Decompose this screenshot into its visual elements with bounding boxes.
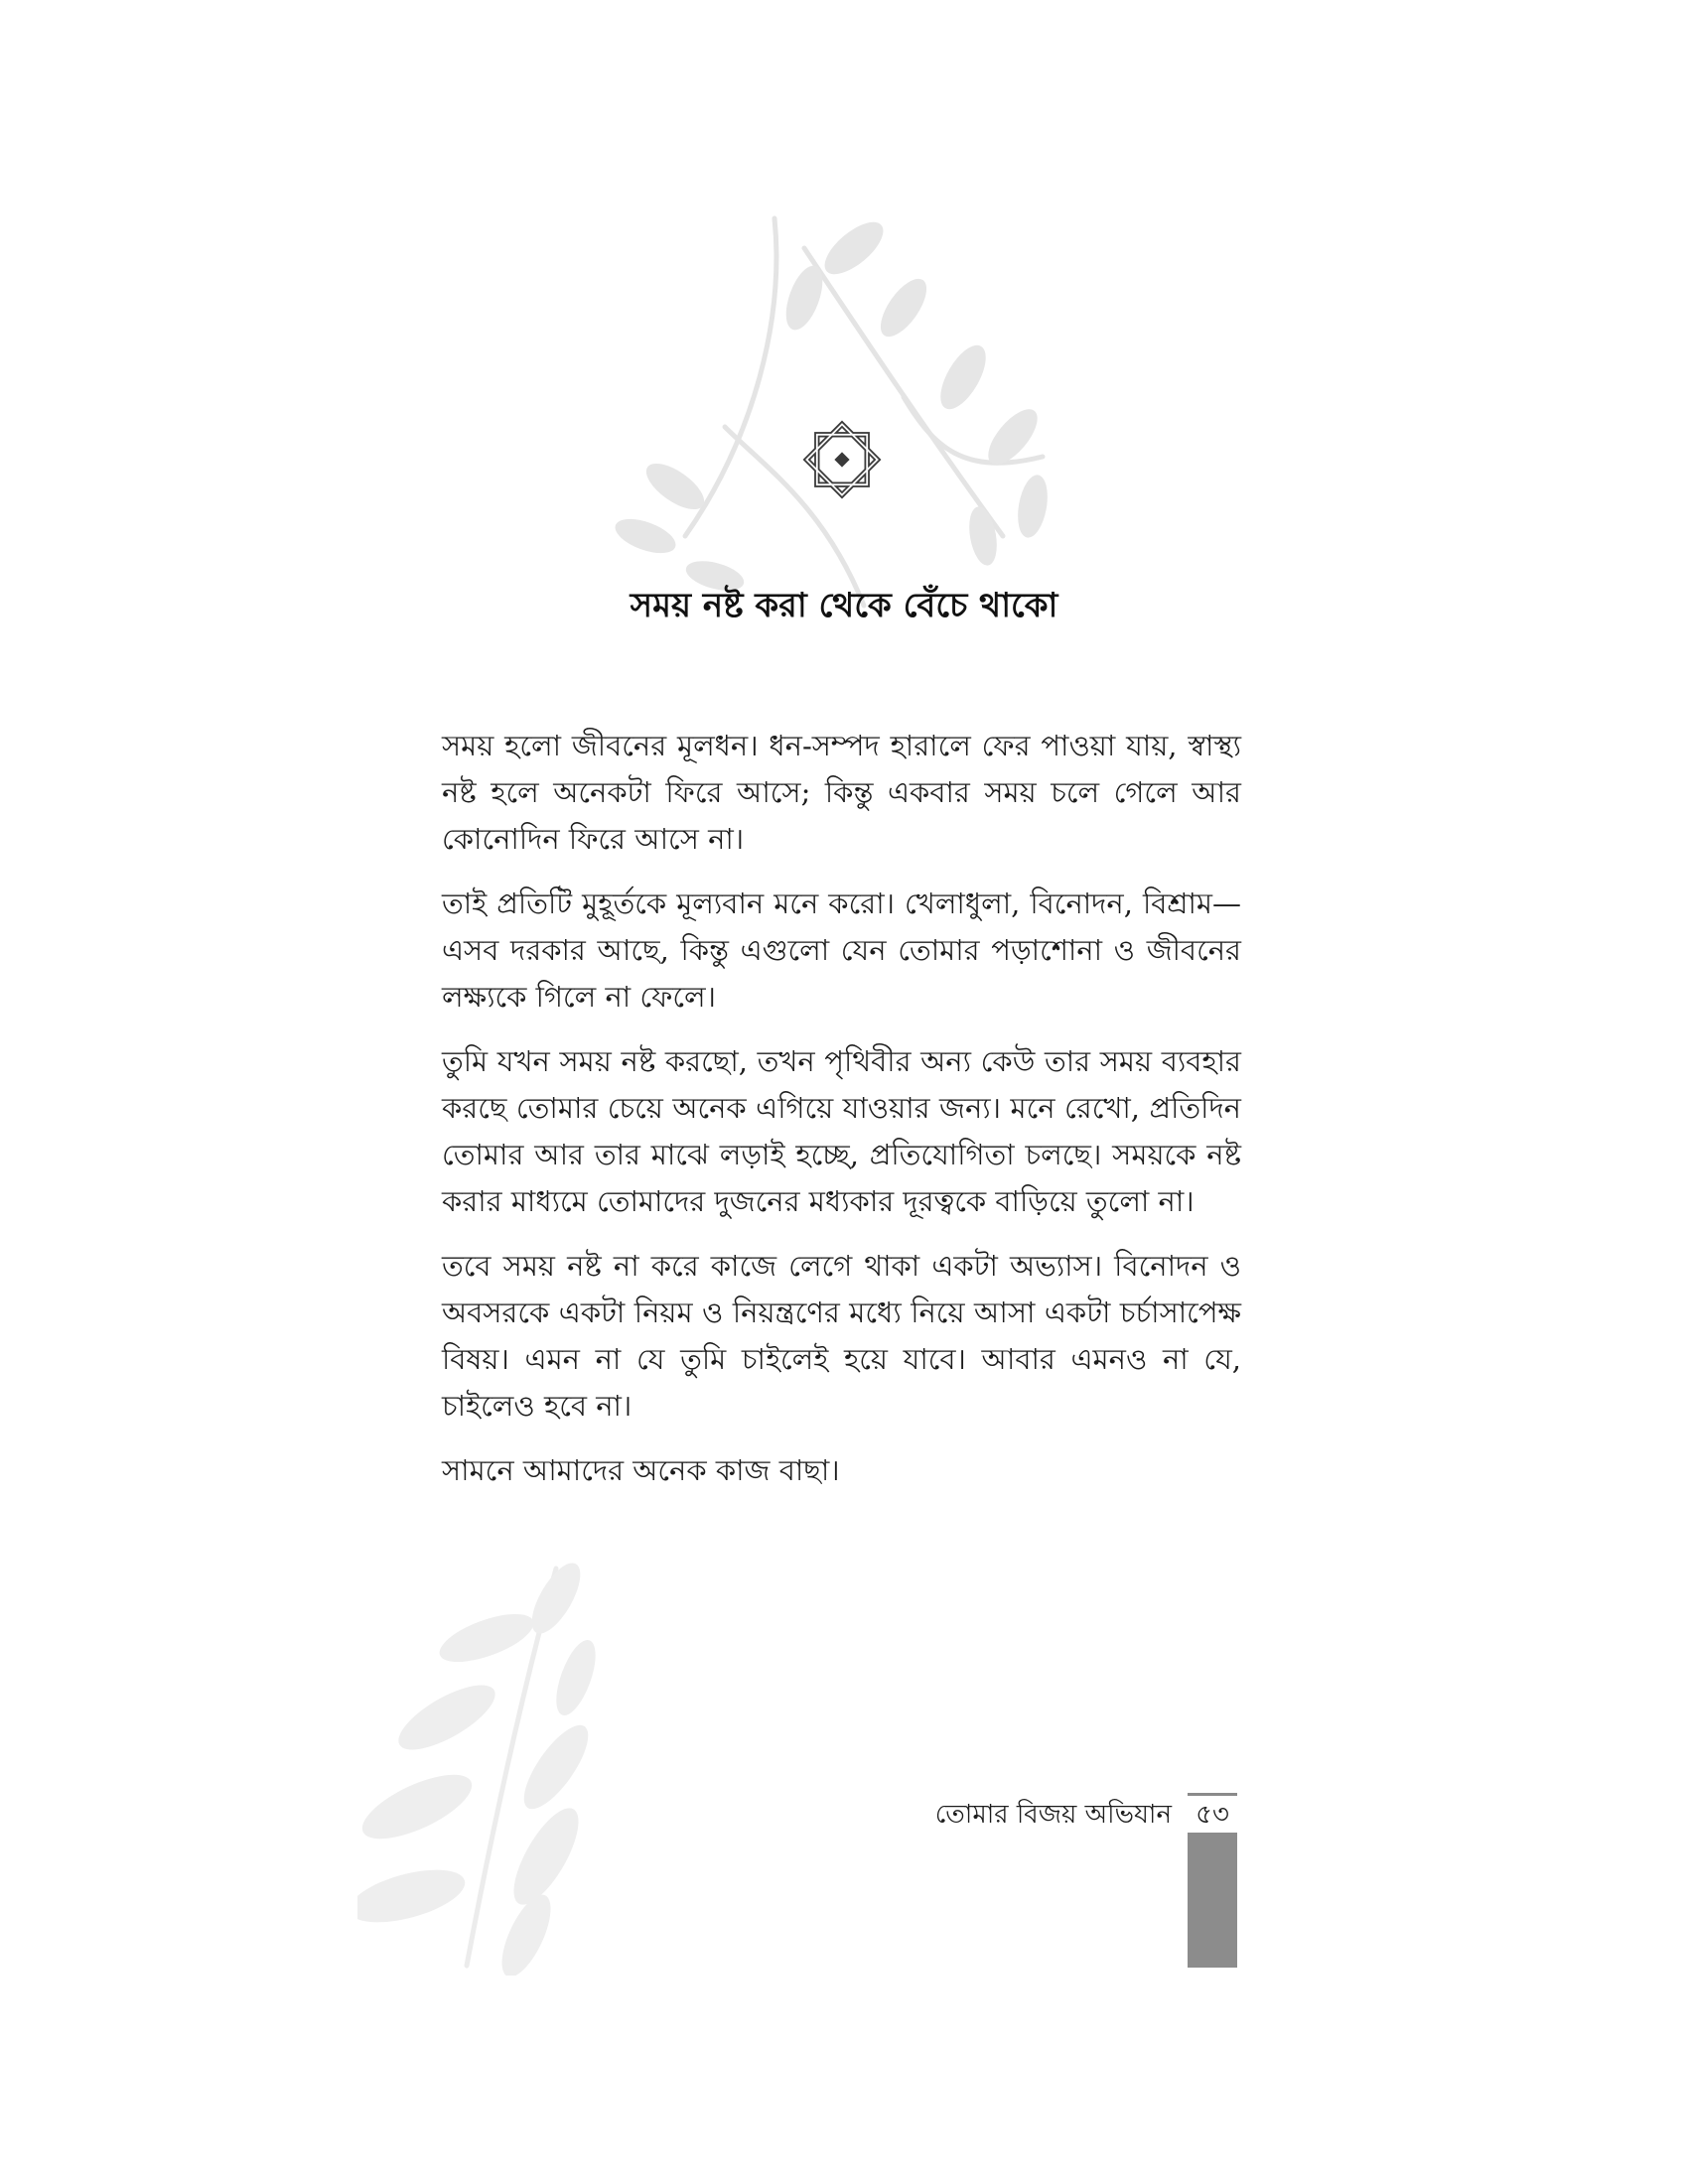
page-tab-rule	[1188, 1793, 1237, 1796]
paragraph: সময় হলো জীবনের মূলধন। ধন-সম্পদ হারালে ফের পাওয়া যায়, স্বাস্থ্য নষ্ট হলে অনেকটা ফিরে আসে; কিন্তু একবার সময় চলে গেলে আর কোনোদিন ফিরে আসে না।	[442, 729, 1241, 856]
chapter-title: সময় নষ্ট করা থেকে বেঁচে থাকো	[630, 586, 1058, 625]
page-number: ৫৩	[1196, 1800, 1229, 1830]
leafy-branch-icon	[357, 1559, 616, 1976]
paragraph: সামনে আমাদের অনেক কাজ বাছা।	[442, 1453, 840, 1487]
octagram-knot-ornament-icon	[797, 415, 887, 504]
page-edge-tab	[1188, 1833, 1237, 1968]
running-footer-book-title: তোমার বিজয় অভিযান	[934, 1800, 1172, 1830]
paragraph: তাই প্রতিটি মুহূর্তকে মূল্যবান মনে করো। খেলাধুলা, বিনোদন, বিশ্রাম—এসব দরকার আছে, কিন্তু এগুলো যেন তোমার পড়াশোনা ও জীবনের লক্ষ্যকে গিলে না ফেলে।	[442, 887, 1241, 1014]
paragraph: তবে সময় নষ্ট না করে কাজে লেগে থাকা একটা অভ্যাস। বিনোদন ও অবসরকে একটা নিয়ম ও নিয়ন্ত্রণের মধ্যে নিয়ে আসা একটা চর্চাসাপেক্ষ বিষয়। এমন না যে তুমি চাইলেই হয়ে যাবে। আবার এমনও না যে, চাইলেও হবে না।	[442, 1249, 1241, 1423]
chapter-body	[442, 723, 1241, 1512]
paragraph: তুমি যখন সময় নষ্ট করছো, তখন পৃথিবীর অন্য কেউ তার সময় ব্যবহার করছে তোমার চেয়ে অনেক এগিয়ে যাওয়ার জন্য। মনে রেখো, প্রতিদিন তোমার আর তার মাঝে লড়াই হচ্ছে, প্রতিযোগিতা চলছে। সময়কে নষ্ট করার মাধ্যমে তোমাদের দুজনের মধ্যকার দূরত্বকে বাড়িয়ে তুলো না।	[442, 1044, 1241, 1218]
